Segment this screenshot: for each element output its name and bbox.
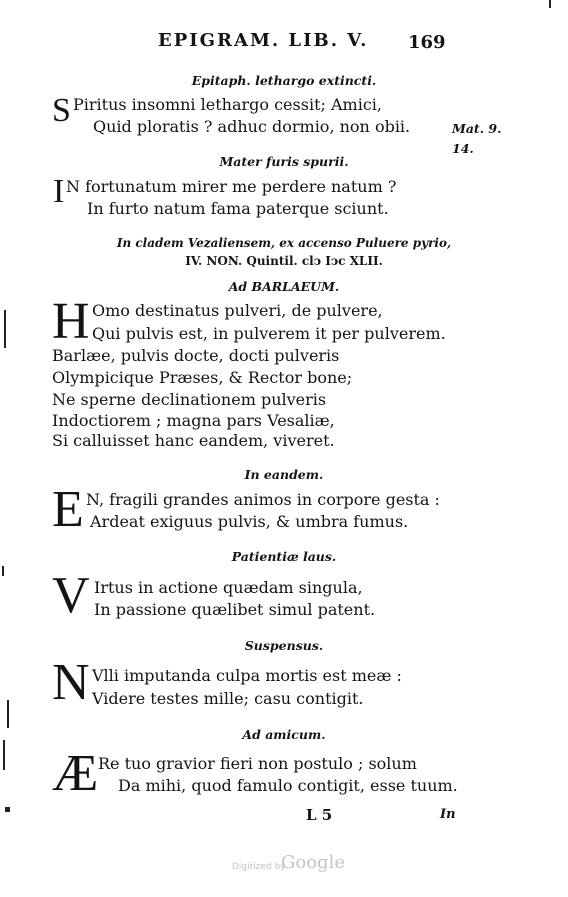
verse-line: Piritus insomni lethargo cessit; Amici, [73, 95, 382, 114]
epigram-title: Mater furis spurii. [219, 154, 349, 169]
verse-line: Da mihi, quod famulo contigit, esse tuum. [118, 776, 458, 795]
drop-cap: N [52, 654, 90, 711]
verse-line: Indoctiorem ; magna pars Vesaliæ, [52, 411, 335, 430]
epigram-subtitle: Ad BARLAEUM. [228, 279, 340, 294]
verse-line: Si calluisset hanc eandem, viveret. [52, 431, 335, 450]
epigram-title: Patientiæ laus. [231, 549, 337, 564]
scan-mark [7, 700, 9, 728]
scan-mark [549, 0, 551, 8]
verse-line: Videre testes mille; casu contigit. [92, 689, 364, 708]
verse-line: Olympicique Præses, & Rector bone; [52, 368, 353, 387]
verse-line: Quid ploratis ? adhuc dormio, non obii. [93, 117, 411, 136]
verse-line: Barlæe, pulvis docte, docti pulveris [52, 346, 340, 365]
verse-line: Vlli imputanda culpa mortis est meæ : [92, 666, 402, 685]
verse-line: N fortunatum mirer me perdere natum ? [66, 177, 397, 196]
scan-mark [2, 566, 4, 576]
drop-cap: H [52, 293, 90, 350]
watermark-text: Digitized by [232, 862, 286, 872]
catchword: In [440, 807, 456, 822]
epigram-title: Ad amicum. [242, 727, 326, 742]
drop-cap: Æ [52, 745, 99, 802]
drop-cap: S [52, 92, 71, 129]
epigram-title: In cladem Vezaliensem, ex accenso Puluere pyrio, [116, 236, 452, 250]
drop-cap: E [52, 481, 84, 538]
scan-mark [5, 807, 10, 812]
epigram-title: In eandem. [244, 467, 324, 482]
drop-cap: V [52, 567, 90, 624]
verse-line: In furto natum fama paterque sciunt. [87, 199, 389, 218]
verse-line: Re tuo gravior fieri non postulo ; solum [98, 754, 417, 773]
page-number: 169 [408, 32, 446, 53]
verse-line: Irtus in actione quædam singula, [94, 578, 363, 597]
verse-line: Ne sperne declinationem pulveris [52, 390, 327, 409]
google-logo-watermark: Google [281, 852, 345, 873]
verse-line: In passione quælibet simul patent. [94, 600, 376, 619]
epigram-title: Epitaph. lethargo extincti. [191, 73, 377, 88]
verse-line: Ardeat exiguus pulvis, & umbra fumus. [90, 512, 409, 531]
running-header: EPIGRAM. LIB. V. [158, 30, 369, 51]
margin-note: Mat. 9. [452, 121, 502, 136]
verse-line: Omo destinatus pulveri, de pulvere, [92, 301, 383, 320]
epigram-title: Suspensus. [244, 638, 324, 653]
epigram-date: IV. NON. Quintil. clↄ Iↄc XLII. [185, 254, 383, 268]
verse-line: Qui pulvis est, in pulverem it per pulverem. [92, 324, 446, 343]
signature-mark: L 5 [306, 806, 333, 824]
margin-note: 14. [452, 141, 474, 156]
scan-mark [3, 740, 5, 770]
drop-cap: I [53, 173, 65, 210]
scan-mark [4, 310, 6, 348]
verse-line: N, fragili grandes animos in corpore gesta : [86, 490, 440, 509]
